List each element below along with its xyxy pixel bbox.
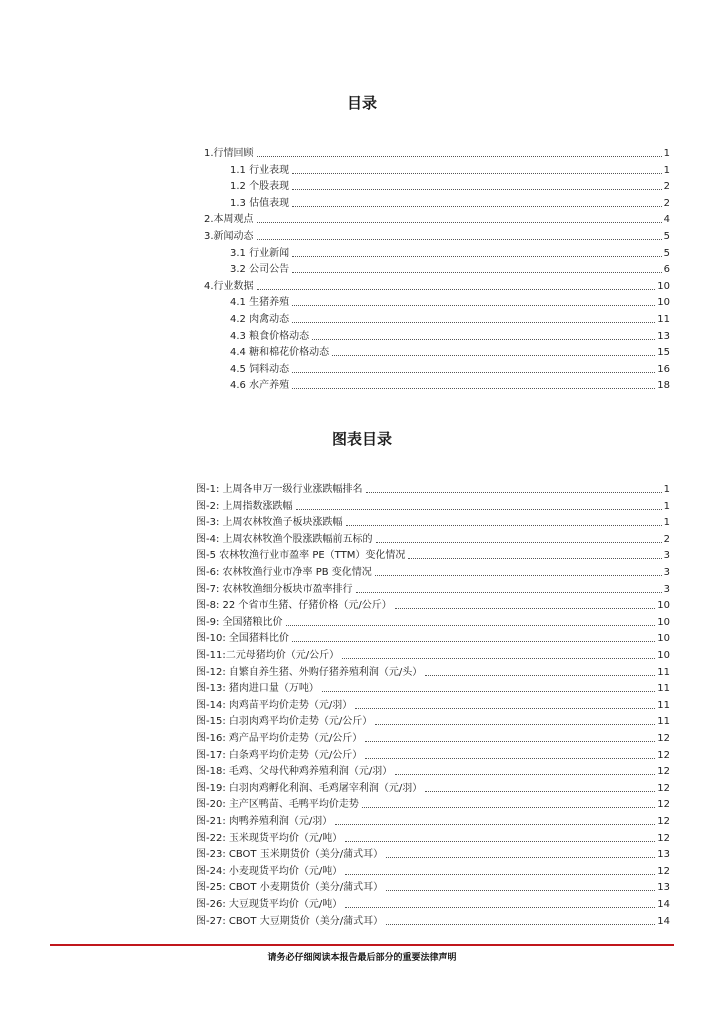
toc-entry[interactable]: [230, 360, 670, 376]
entry-page-number: 2: [663, 197, 670, 209]
dot-leader: [386, 924, 655, 925]
dot-leader: [257, 239, 662, 240]
entry-label: 4.2 肉禽动态: [230, 314, 290, 325]
entry-label: 图-22: 玉米现货平均价（元/吨）: [196, 832, 343, 844]
footer-disclaimer: 请务必仔细阅读本报告最后部分的重要法律声明: [267, 953, 457, 963]
entry-page-number: 12: [657, 766, 670, 778]
entry-page-number: 12: [657, 816, 670, 827]
entry-label: 3.2 公司公告: [230, 264, 290, 276]
figure-entry[interactable]: [196, 646, 670, 662]
dot-leader: [395, 608, 655, 609]
entry-page-number: 10: [657, 633, 670, 645]
toc-entry[interactable]: [204, 277, 670, 293]
entry-label: 图-23: CBOT 玉米期货价（美分/蒲式耳）: [196, 849, 384, 861]
dot-leader: [346, 525, 662, 526]
entry-label: 图-24: 小麦现货平均价（元/吨）: [196, 865, 343, 877]
entry-label: 图-16: 鸡产品平均价走势（元/公斤）: [196, 733, 363, 744]
figure-entry[interactable]: [196, 663, 670, 679]
entry-label: 图-8: 22 个省市生猪、仔猪价格（元/公斤）: [196, 600, 392, 612]
dot-leader: [342, 658, 655, 659]
dot-leader: [292, 272, 662, 273]
figure-entry[interactable]: [196, 746, 670, 762]
figure-entry[interactable]: [196, 845, 670, 861]
dot-leader: [292, 189, 662, 190]
entry-label: 图-2: 上周指数涨跌幅: [196, 500, 293, 512]
figure-entry[interactable]: [196, 679, 670, 695]
footer-rule: [50, 944, 674, 946]
entry-label: 4.行业数据: [204, 280, 254, 292]
entry-label: 图-10: 全国猪料比价: [196, 633, 289, 645]
entry-label: 图-4: 上周农林牧渔个股涨跌幅前五标的: [196, 533, 373, 545]
entry-page-number: 11: [657, 683, 670, 695]
figure-entry[interactable]: [196, 629, 670, 645]
dot-leader: [332, 355, 655, 356]
entry-label: 图-6: 农林牧渔行业市净率 PB 变化情况: [196, 567, 372, 578]
figure-entry[interactable]: [196, 563, 670, 579]
entry-page-number: 14: [657, 915, 670, 927]
figure-entry[interactable]: [196, 878, 670, 894]
dot-leader: [356, 592, 662, 593]
entry-label: 1.3 估值表现: [230, 197, 290, 209]
dot-leader: [425, 791, 655, 792]
entry-label: 图-26: 大豆现货平均价（元/吨）: [196, 899, 343, 910]
entry-page-number: 1: [663, 148, 670, 159]
entry-page-number: 13: [657, 849, 670, 861]
toc-entry[interactable]: [204, 210, 670, 226]
toc-entry[interactable]: [230, 177, 670, 193]
toc-entry[interactable]: [230, 376, 670, 392]
figure-entry[interactable]: [196, 829, 670, 845]
dot-leader: [292, 256, 662, 257]
figure-entry[interactable]: [196, 580, 670, 596]
toc-entry[interactable]: [230, 327, 670, 343]
entry-label: 图-9: 全国猪粮比价: [196, 616, 283, 628]
entry-page-number: 1: [663, 517, 670, 529]
dot-leader: [386, 890, 655, 891]
entry-page-number: 1: [663, 484, 670, 495]
entry-page-number: 11: [657, 699, 670, 711]
entry-label: 图-27: CBOT 大豆期货价（美分/蒲式耳）: [196, 915, 384, 927]
figure-entry[interactable]: [196, 480, 670, 496]
dot-leader: [345, 907, 655, 908]
entry-page-number: 2: [663, 533, 670, 545]
figure-entry[interactable]: [196, 530, 670, 546]
entry-label: 图-3: 上周农林牧渔子板块涨跌幅: [196, 517, 343, 529]
dot-leader: [292, 322, 655, 323]
dot-leader: [395, 774, 655, 775]
figure-entry[interactable]: [196, 729, 670, 745]
entry-page-number: 6: [663, 264, 670, 276]
figure-entry[interactable]: [196, 895, 670, 911]
entry-page-number: 11: [657, 666, 670, 678]
dot-leader: [257, 222, 662, 223]
dot-leader: [292, 206, 662, 207]
toc-entry[interactable]: [230, 310, 670, 326]
entry-page-number: 10: [657, 297, 670, 309]
entry-page-number: 5: [663, 247, 670, 259]
dot-leader: [292, 305, 655, 306]
toc-entry[interactable]: [230, 293, 670, 309]
entry-page-number: 12: [657, 733, 670, 744]
figure-entry[interactable]: [196, 812, 670, 828]
entry-label: 4.5 饲料动态: [230, 363, 290, 375]
dot-leader: [375, 724, 655, 725]
figure-entry[interactable]: [196, 546, 670, 562]
dot-leader: [362, 807, 655, 808]
dot-leader: [292, 641, 655, 642]
entry-page-number: 10: [657, 280, 670, 292]
toc-entry[interactable]: [230, 161, 670, 177]
entry-label: 图-17: 白条鸡平均价走势（元/公斤）: [196, 749, 363, 761]
entry-label: 4.1 生猪养殖: [230, 297, 290, 309]
figures-title: 图表目录: [331, 430, 392, 448]
entry-page-number: 13: [657, 330, 670, 342]
entry-page-number: 12: [657, 782, 670, 794]
entry-page-number: 18: [657, 380, 670, 392]
entry-page-number: 11: [657, 314, 670, 325]
entry-page-number: 3: [663, 550, 670, 562]
toc-entry[interactable]: [230, 194, 670, 210]
dot-leader: [257, 289, 656, 290]
entry-label: 图-21: 肉鸭养殖利润（元/羽）: [196, 816, 333, 827]
dot-leader: [312, 339, 655, 340]
dot-leader: [345, 874, 655, 875]
entry-label: 4.4 糖和棉花价格动态: [230, 347, 330, 359]
entry-page-number: 10: [657, 650, 670, 661]
entry-label: 图-14: 肉鸡苗平均价走势（元/羽）: [196, 699, 353, 711]
dot-leader: [425, 675, 655, 676]
dot-leader: [376, 542, 662, 543]
dot-leader: [408, 558, 661, 559]
entry-label: 图-12: 自繁自养生猪、外购仔猪养殖利润（元/头）: [196, 666, 423, 678]
entry-page-number: 11: [657, 716, 670, 728]
figure-entry[interactable]: [196, 613, 670, 629]
dot-leader: [365, 758, 655, 759]
entry-label: 1.行情回顾: [204, 148, 254, 159]
entry-label: 3.1 行业新闻: [230, 247, 290, 259]
entry-label: 1.2 个股表现: [230, 181, 290, 193]
entry-page-number: 4: [663, 214, 670, 226]
entry-label: 图-15: 白羽肉鸡平均价走势（元/公斤）: [196, 716, 373, 728]
entry-page-number: 16: [657, 363, 670, 375]
dot-leader: [292, 372, 655, 373]
entry-page-number: 15: [657, 347, 670, 359]
entry-page-number: 12: [657, 865, 670, 877]
entry-page-number: 3: [663, 583, 670, 595]
entry-label: 4.6 水产养殖: [230, 380, 290, 392]
entry-page-number: 10: [657, 600, 670, 612]
dot-leader: [292, 388, 655, 389]
entry-page-number: 3: [663, 567, 670, 578]
figure-entry[interactable]: [196, 795, 670, 811]
dot-leader: [375, 575, 662, 576]
dot-leader: [292, 173, 662, 174]
dot-leader: [365, 741, 655, 742]
dot-leader: [345, 841, 655, 842]
entry-label: 图-7: 农林牧渔细分板块市盈率排行: [196, 583, 353, 595]
toc-title: 目录: [346, 94, 377, 112]
figure-entry[interactable]: [196, 779, 670, 795]
dot-leader: [355, 708, 655, 709]
entry-label: 图-1: 上周各申万一级行业涨跌幅排名: [196, 484, 363, 495]
toc-entry[interactable]: [230, 343, 670, 359]
entry-page-number: 5: [663, 231, 670, 242]
entry-page-number: 12: [657, 749, 670, 761]
entry-page-number: 1: [663, 500, 670, 512]
entry-label: 图-5 农林牧渔行业市盈率 PE（TTM）变化情况: [196, 550, 406, 562]
figure-entry[interactable]: [196, 712, 670, 728]
entry-page-number: 10: [657, 616, 670, 628]
entry-page-number: 14: [657, 899, 670, 910]
dot-leader: [257, 156, 662, 157]
toc-entry[interactable]: [230, 260, 670, 276]
figure-entry[interactable]: [196, 497, 670, 513]
entry-label: 图-13: 猪肉进口量（万吨）: [196, 683, 319, 695]
figure-entry[interactable]: [196, 762, 670, 778]
figure-entry[interactable]: [196, 513, 670, 529]
entry-label: 图-19: 白羽肉鸡孵化利润、毛鸡屠宰利润（元/羽）: [196, 782, 423, 794]
figure-entry[interactable]: [196, 596, 670, 612]
dot-leader: [322, 691, 655, 692]
dot-leader: [335, 824, 655, 825]
entry-page-number: 2: [663, 181, 670, 193]
entry-page-number: 1: [663, 164, 670, 176]
entry-label: 图-18: 毛鸡、父母代种鸡养殖利润（元/羽）: [196, 766, 393, 778]
entry-label: 2.本周观点: [204, 214, 254, 226]
entry-label: 1.1 行业表现: [230, 164, 290, 176]
dot-leader: [286, 625, 656, 626]
entry-label: 图-20: 主产区鸭苗、毛鸭平均价走势: [196, 799, 359, 811]
figure-entry[interactable]: [196, 696, 670, 712]
entry-label: 4.3 粮食价格动态: [230, 330, 310, 342]
entry-label: 图-11:二元母猪均价（元/公斤）: [196, 650, 340, 661]
dot-leader: [366, 492, 662, 493]
entry-page-number: 12: [657, 832, 670, 844]
figure-entry[interactable]: [196, 912, 670, 928]
figure-entry[interactable]: [196, 862, 670, 878]
entry-label: 3.新闻动态: [204, 231, 254, 242]
toc-entry[interactable]: [204, 144, 670, 160]
toc-entry[interactable]: [204, 227, 670, 243]
entry-page-number: 12: [657, 799, 670, 811]
dot-leader: [296, 509, 662, 510]
toc-entry[interactable]: [230, 244, 670, 260]
entry-label: 图-25: CBOT 小麦期货价（美分/蒲式耳）: [196, 882, 384, 894]
entry-page-number: 13: [657, 882, 670, 894]
dot-leader: [386, 857, 655, 858]
